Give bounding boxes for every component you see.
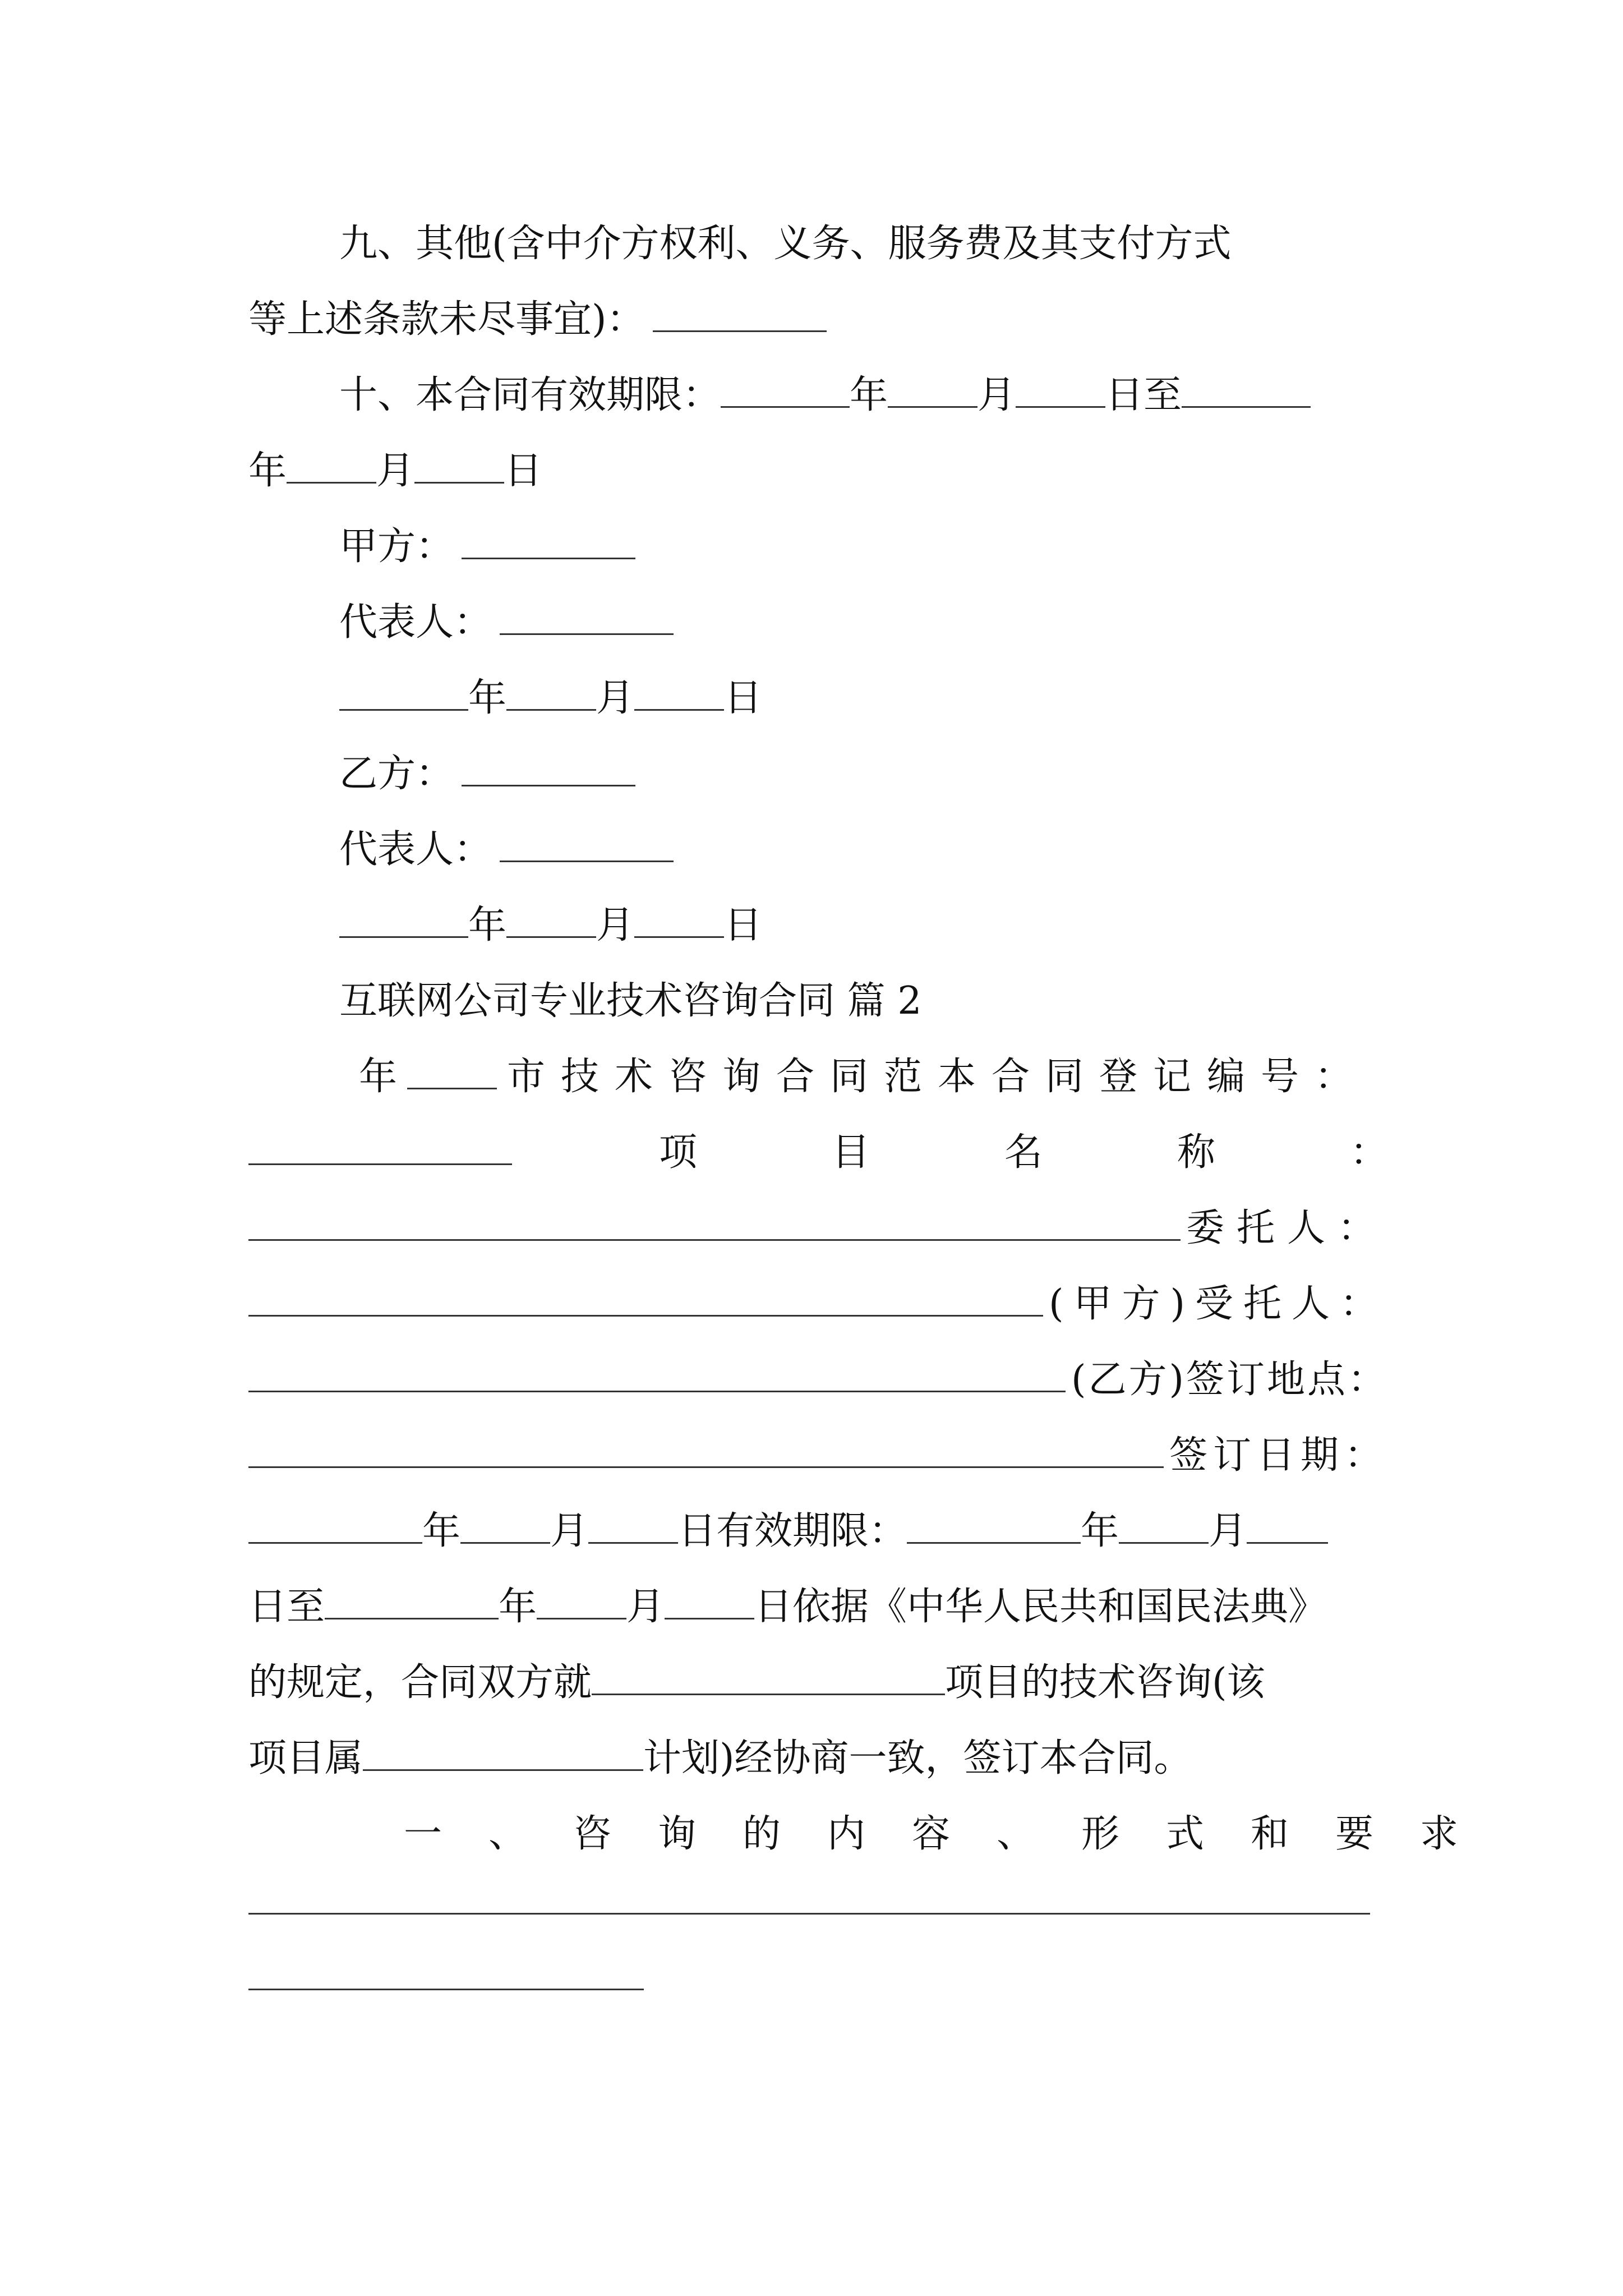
party-b-label: 乙方： (339, 752, 454, 796)
blank-year (339, 674, 468, 711)
project-name-label: 项目名称： (658, 1130, 1523, 1175)
year-text: 年 (359, 1055, 398, 1099)
party-a-blank (462, 523, 635, 559)
day-text: 日 (504, 449, 543, 493)
project-name-blank (248, 1204, 1181, 1241)
clause-9-text: 等上述条款未尽事宜)： (248, 297, 645, 342)
year-text: 年 (248, 449, 287, 493)
signing-date-label: 签订日期： (1169, 1433, 1388, 1478)
clause-10-label: 十、本合同有效期限： (339, 373, 721, 417)
valid-period-line (248, 1503, 1388, 1559)
month-text: 月 (596, 676, 635, 720)
client-label: 委托人： (1186, 1206, 1388, 1250)
clause-10-line-1 (339, 367, 1388, 424)
year-text: 年 (422, 1509, 461, 1553)
blank-year (721, 371, 850, 408)
blank-month (888, 371, 978, 408)
blank-month (506, 674, 596, 711)
blank-sign-month (460, 1507, 550, 1544)
answer-rule-2 (248, 1989, 644, 1990)
section-one-title-text: 一、咨询的内容、形式和要求 (404, 1812, 1505, 1856)
blank-month (287, 447, 376, 484)
party-a-rep-line (339, 595, 1388, 651)
party-b-date-line (339, 898, 1388, 954)
year-text: 年 (468, 903, 507, 947)
blank-end-month (537, 1583, 626, 1619)
clause-9-blank (653, 296, 827, 332)
valid-end-line (248, 1579, 1388, 1635)
day-text: 日 (724, 903, 763, 947)
trustee-line (248, 1276, 1388, 1332)
month-text: 月 (550, 1509, 589, 1553)
blank-end-year (325, 1583, 499, 1619)
year-text: 年 (499, 1585, 537, 1629)
section-one-title (404, 1806, 1505, 1862)
basis-text: 日依据《中华人民共和国民法典》 (754, 1585, 1327, 1629)
blank-year-number (407, 1053, 497, 1089)
year-text: 年 (850, 373, 888, 417)
blank-valid-day (1247, 1507, 1328, 1544)
rep-label: 代表人： (339, 600, 492, 645)
signing-place-line (248, 1352, 1388, 1408)
plan-line (248, 1731, 1388, 1787)
year-text: 年 (1081, 1509, 1119, 1553)
blank-day (634, 901, 724, 938)
blank-valid-year (907, 1507, 1081, 1544)
trustee-blank (248, 1356, 1066, 1392)
month-text: 月 (376, 449, 415, 493)
trustee-label: (甲方)受托人： (1048, 1282, 1388, 1326)
client-line (248, 1200, 1388, 1257)
clause-9-line-2 (248, 292, 1388, 348)
month-text: 月 (1209, 1509, 1247, 1553)
section-2-title: 互联网公司专业技术咨询合同 篇 2 (339, 979, 922, 1023)
project-belongs-text: 项目属 (248, 1736, 363, 1780)
registration-number-blank (248, 1129, 512, 1165)
signing-place-blank (248, 1432, 1164, 1468)
project-name-line (248, 1125, 1523, 1181)
city-label: 市技术咨询合同范本合同登记编号： (507, 1055, 1369, 1099)
month-text: 月 (596, 903, 635, 947)
answer-rule-1 (248, 1913, 1370, 1915)
month-text: 月 (626, 1585, 665, 1629)
plan-text: 计划)经协商一致，签订本合同。 (643, 1736, 1192, 1780)
day-to-text: 日至 (248, 1585, 325, 1629)
year-text: 年 (468, 676, 507, 720)
plan-blank (363, 1734, 643, 1771)
clause-10-line-2 (248, 443, 1388, 499)
party-b-rep-blank (500, 826, 674, 862)
blank-month (506, 901, 596, 938)
party-a-date-line (339, 670, 1388, 726)
party-b-blank (462, 750, 635, 786)
rules-text-b: 项目的技术咨询(该 (945, 1660, 1265, 1705)
party-b-line (339, 746, 1388, 802)
signing-place-label: (乙方)签订地点： (1071, 1358, 1388, 1402)
blank-day (414, 447, 504, 484)
client-blank (248, 1280, 1043, 1317)
blank-year (339, 901, 468, 938)
day-to-text: 日至 (1105, 373, 1182, 417)
day-text: 日 (724, 676, 763, 720)
blank-end-year (1182, 371, 1311, 408)
party-a-line (339, 519, 1388, 575)
blank-day (1016, 371, 1105, 408)
rep-label: 代表人： (339, 827, 492, 872)
rules-text-a: 的规定，合同双方就 (248, 1660, 592, 1705)
blank-day (634, 674, 724, 711)
clause-9-line-1: 九、其他(含中介方权利、义务、服务费及其支付方式 (339, 222, 1232, 266)
party-a-label: 甲方： (339, 524, 454, 569)
blank-sign-year (248, 1507, 422, 1544)
blank-end-day (665, 1583, 754, 1619)
signing-date-line (248, 1428, 1388, 1484)
rules-line (248, 1655, 1388, 1711)
city-registration-line (359, 1049, 1388, 1105)
party-a-rep-blank (500, 599, 674, 635)
blank-sign-day (588, 1507, 678, 1544)
valid-label: 日有效期限： (678, 1509, 907, 1553)
month-text: 月 (978, 373, 1016, 417)
party-b-rep-line (339, 822, 1388, 878)
project-blank (592, 1659, 945, 1695)
blank-valid-month (1119, 1507, 1209, 1544)
